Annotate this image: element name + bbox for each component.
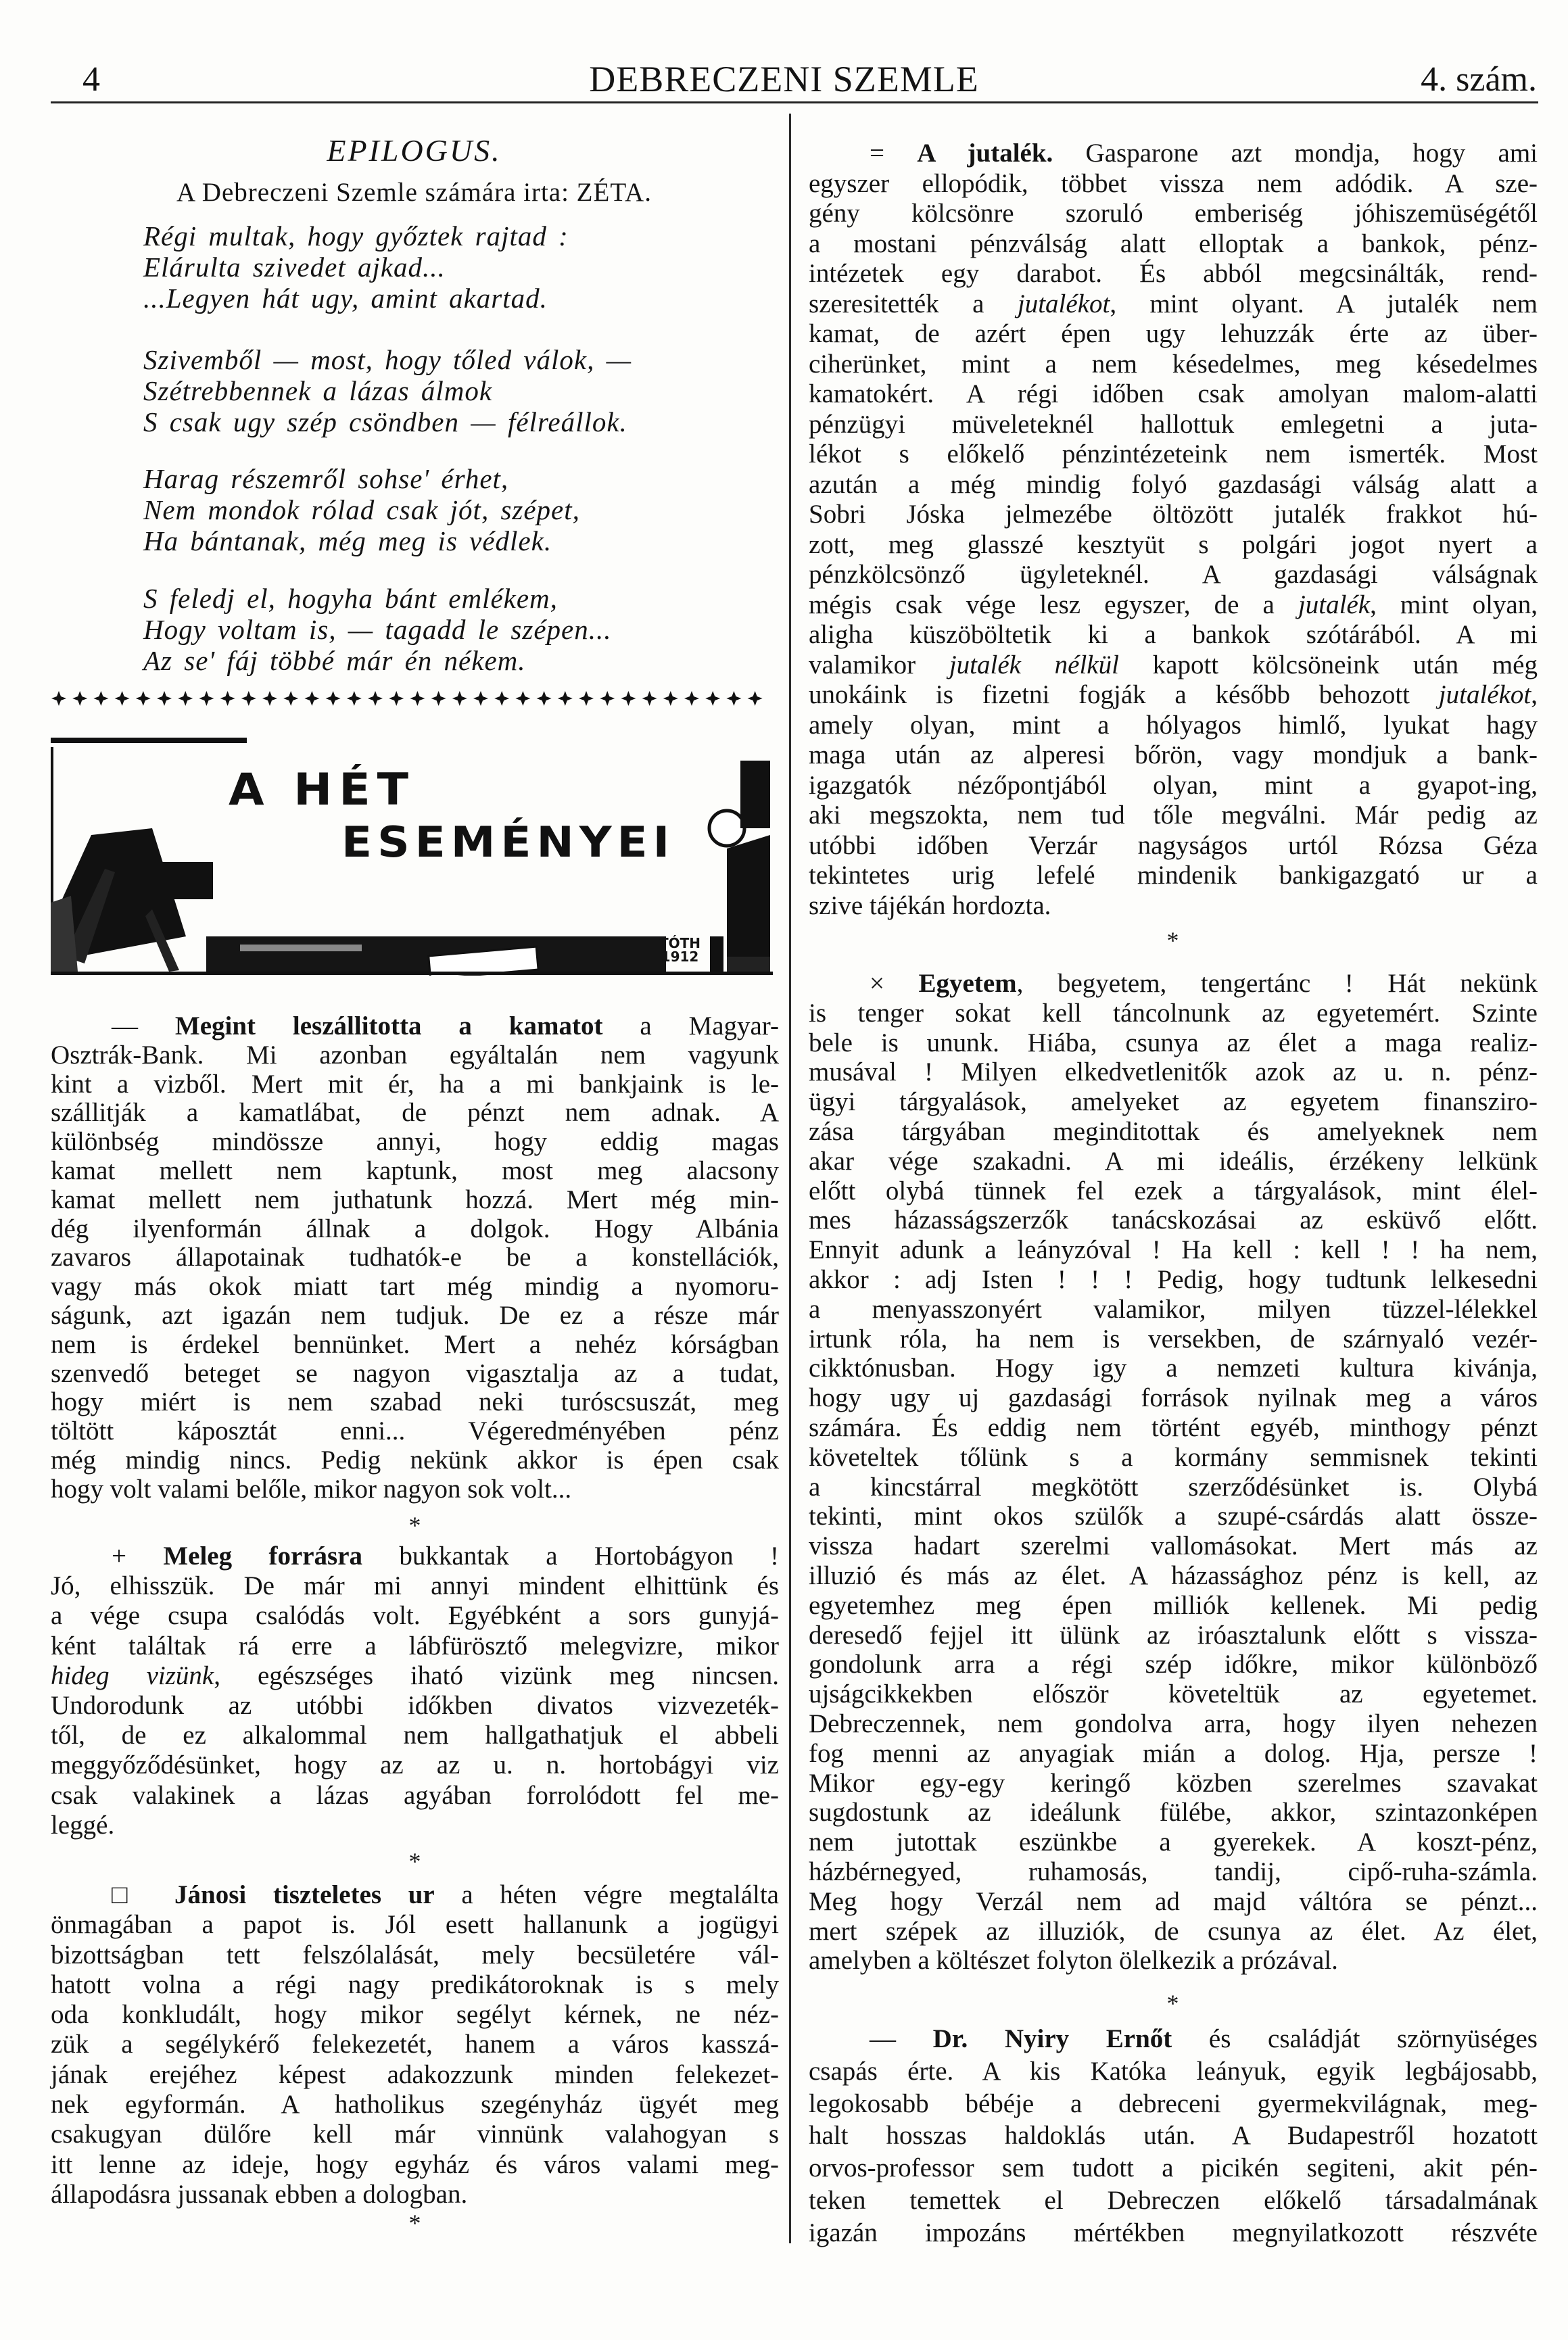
text-line: követeltek tőlünk s a kormány semmisnek tekinti xyxy=(809,1442,1538,1472)
text-line: lékot s előkelő pénzintézeteink nem ismerték. Most xyxy=(809,439,1538,469)
text-line: azután a még mindig folyó gazdasági válság alatt a xyxy=(809,469,1538,499)
italic-run: jutalék xyxy=(1298,590,1371,619)
text-line xyxy=(809,590,1538,621)
text-line: ságunk, azt igazán nem tudjuk. De ez a része már xyxy=(51,1300,779,1330)
poem-line: ...Legyen hát ugy, amint akartad. xyxy=(143,283,548,314)
text-line: itt lenne az ideje, hogy egyház és város valami meg- xyxy=(51,2149,779,2179)
ornament-star-icon xyxy=(431,691,446,706)
text-line: kamat, de azért épen ugy lehuzzák érte az über- xyxy=(809,319,1538,348)
ornament-star-icon xyxy=(579,691,594,706)
ornament-star-icon xyxy=(220,691,235,706)
poem-title: EPILOGUS. xyxy=(327,133,502,168)
ornament-star-icon xyxy=(748,691,763,706)
text-line: Ennyit adunk a leányzóval ! Ha kell : kell ! ! ha nem, xyxy=(809,1235,1538,1265)
text-line: hogy volt valami belőle, mikor nagyon sok volt... xyxy=(51,1474,572,1504)
ornament-star-icon xyxy=(515,691,530,706)
text-line: aligha küszöböltetik ki a bankok szótárából. A mi xyxy=(809,620,1538,649)
text-run: + xyxy=(112,1542,164,1571)
text-line: Sobri Jóska jelmezébe öltözött jutalék frakkot hú- xyxy=(809,500,1538,529)
ornament-star-icon xyxy=(304,691,319,706)
ornament-star-icon xyxy=(494,691,509,706)
poem-line: Harag részemről sohse' érhet, xyxy=(143,463,509,494)
article-headline: Megint leszállitotta a kamatot xyxy=(174,1011,603,1041)
ornament-star-icon xyxy=(178,691,193,706)
text-line: amelyben a költészet folyton ölelkezik a prózával. xyxy=(809,1946,1338,1976)
text-line: pénzügyi müveleteknél hallottuk emlegetni a juta- xyxy=(809,409,1538,439)
ornament-star-icon xyxy=(199,691,214,706)
banner-title-line1: A HÉT xyxy=(229,764,416,816)
text-line: intézetek egy darabot. És abból megcsinálták, rend- xyxy=(809,259,1538,288)
text-line: nek egyformán. A hatholikus szegényház ügyét meg xyxy=(51,2090,779,2120)
section-banner-illustration xyxy=(51,734,773,976)
photographer-figure-icon xyxy=(709,761,770,974)
text-line: szive tájékán hordozta. xyxy=(809,890,1051,920)
text-run: Gasparone azt mondja, hogy ami xyxy=(1053,139,1538,168)
text-line: szenvedő beteget se nagyon vigasztalja az a tudat, xyxy=(51,1358,779,1388)
text-line: irtunk róla, ha nem is versekben, de szárnyaló vezér- xyxy=(809,1324,1538,1354)
poem-line: Régi multak, hogy győztek rajtad : xyxy=(143,220,569,252)
text-line: ujságcikkekben először követeltük az egyetemet. xyxy=(809,1679,1538,1709)
header-rule xyxy=(51,101,1538,103)
text-line: Mikor egy-egy keringő közben szerelmes szavakat xyxy=(809,1768,1538,1798)
text-line: egyszer ellopódik, többet vissza nem adódik. A sze- xyxy=(809,168,1538,198)
text-run: , egészséges iható vizünk meg nincsen. xyxy=(214,1661,779,1690)
text-line: sugdostunk az ideálunk fülébe, akkor, szintazonképen xyxy=(809,1798,1538,1828)
text-line: illuzió és más az élet. A házassághoz pénz is kell, az xyxy=(809,1560,1538,1590)
text-line: akar vége szakadni. A mi ideális, érzékeny lelkünk xyxy=(809,1146,1538,1176)
text-run: a Magyar- xyxy=(602,1011,780,1041)
text-line: a menyasszonyért valamikor, milyen tüzzel-lélekkel xyxy=(809,1294,1538,1324)
poem-line: Elárulta szivedet ajkad... xyxy=(143,252,446,283)
italic-run: jutalékot xyxy=(1017,289,1110,318)
text-run: mégis csak vége lesz egyszer, de a xyxy=(809,590,1298,619)
text-line: pénzkölcsönző ügyleteknél. A gazdasági válságnak xyxy=(809,560,1538,589)
text-line: leggé. xyxy=(51,1810,115,1840)
poem-stanza xyxy=(143,344,752,437)
text-line: csapás érte. A kis Katóka leányuk, egyik legbájosabb, xyxy=(809,2056,1538,2086)
text-line: Jó, elhisszük. De már mi annyi mindent elhittünk és xyxy=(51,1571,779,1601)
text-line: egyetemhez meg épen milliók kellenek. Mi pedig xyxy=(809,1590,1538,1620)
text-run: és családját szörnyüséges xyxy=(1172,2024,1538,2053)
ornament-star-icon xyxy=(51,691,66,706)
text-line xyxy=(51,1012,779,1041)
text-line: utóbbi időben Verzár nagyságos urtól Rózsa Géza xyxy=(809,830,1538,860)
text-line: aki megszokta, nem tud tőle megválni. Már pedig az xyxy=(809,801,1538,830)
ornament-star-icon xyxy=(136,691,151,706)
article-egyetem xyxy=(809,969,1538,1976)
text-line: tekintetes urig lefelé mindenik bankigazgató ur a xyxy=(809,861,1538,890)
text-line: akkor : adj Isten ! ! ! Pedig, hogy tudtunk lelkesedni xyxy=(809,1264,1538,1294)
poem-byline: A Debreczeni Szemle számára irta: ZÉTA. xyxy=(176,178,652,207)
text-run: × xyxy=(870,969,919,998)
ornament-star-icon xyxy=(452,691,467,706)
ornament-divider xyxy=(51,688,774,709)
camera-icon xyxy=(51,828,213,972)
section-separator: * xyxy=(408,1848,421,1875)
text-line: töltött káposztát enni... Végeredményében pénz xyxy=(51,1416,779,1446)
text-line: Osztrák-Bank. Mi azonban egyáltalán nem vagyunk xyxy=(51,1040,779,1070)
text-line: a vége csupa csalódás volt. Egyébként a sors gunyjá- xyxy=(51,1601,779,1631)
poem-line: Az se' fáj többé már én nékem. xyxy=(143,645,526,676)
ornament-star-icon xyxy=(684,691,699,706)
text-line xyxy=(809,680,1538,711)
text-line xyxy=(809,289,1538,320)
text-line: csakugyan dülőre kell már vinnünk valahogyan s xyxy=(51,2120,779,2149)
text-line xyxy=(51,1880,779,1910)
ornament-star-icon xyxy=(326,691,341,706)
poem-line: Nem mondok rólad csak jót, szépet, xyxy=(143,494,580,525)
text-line: maga után az alperesi bőrön, vagy mondjuk a bank- xyxy=(809,740,1538,769)
article-headline: A jutalék. xyxy=(917,139,1053,168)
ornament-star-icon xyxy=(157,691,172,706)
poem-line: Hogy voltam is, — tagadd le szépen... xyxy=(143,614,612,645)
article-jutalek xyxy=(809,139,1538,921)
text-line: tekinti, mint okos szülők a szupé-csárdás alatt össze- xyxy=(809,1502,1538,1531)
text-line: csak valakinek a lázas agyában forrolódott fel me- xyxy=(51,1780,779,1810)
text-line: nem is érdekel bennünket. Mert a nehéz kórságban xyxy=(51,1329,779,1359)
text-line: dég ilyenformán állnak a dolgok. Hogy Albánia xyxy=(51,1214,779,1243)
banner-title-line2: ESEMÉNYEI xyxy=(341,817,675,867)
text-line: zott, meg glasszé kesztyüt s polgári jogot nyert a xyxy=(809,529,1538,559)
text-line: vagy más okok miatt tart még mindig a nyomoru- xyxy=(51,1272,779,1302)
article-nyiry xyxy=(809,2023,1538,2249)
article-headline: Jánosi tiszteletes ur xyxy=(174,1880,435,1909)
text-line xyxy=(809,139,1538,169)
text-run: unokáink is fizetni fogják a később behozott xyxy=(809,680,1439,709)
text-line: önmagában a papot is. Jól esett hallanunk a jogügyi xyxy=(51,1910,779,1940)
text-line: jának erejéhez képest adakozzunk minden felekezet- xyxy=(51,2059,779,2089)
text-line xyxy=(51,1542,779,1571)
text-line: kamatokért. A régi időben csak amolyan malom-alatti xyxy=(809,379,1538,408)
poem-line: Szivemből — most, hogy tőled válok, — xyxy=(143,344,632,375)
text-line: a kincstárral megkötött szerződésünket is. Olybá xyxy=(809,1472,1538,1502)
text-line: a mostani pénzválság alatt elloptak a bankok, pénz- xyxy=(809,229,1538,258)
article-headline: Dr. Nyiry Ernőt xyxy=(932,2024,1172,2053)
artist-year: 1912 xyxy=(661,949,699,965)
text-line: állapodásra jussanak ebben a dologban. xyxy=(51,2179,468,2209)
text-line: oda konkludált, hogy mikor segélyt kérnek, ne néz- xyxy=(51,2000,779,2030)
text-line: számára. És eddig nem történt egyéb, minthogy pénzt xyxy=(809,1412,1538,1442)
text-line: től, de ez alkalommal nem hallgathatjuk el abbeli xyxy=(51,1721,779,1750)
ornament-star-icon xyxy=(93,691,108,706)
text-line: hogy ugy uj gazdasági források nyilnak meg a város xyxy=(809,1383,1538,1413)
text-run: — xyxy=(112,1011,175,1041)
text-line: házbérnegyed, ruhamosás, tandij, cipő-ruha-számla. xyxy=(809,1857,1538,1886)
text-line: hogy miért is nem szabad neki turóscsuszát, meg xyxy=(51,1387,779,1417)
text-line: amely olyan, mint a hólyagos himlő, lyukat hagy xyxy=(809,710,1538,740)
text-line: gondolunk arra a régi szép időkre, mikor különböző xyxy=(809,1650,1538,1679)
text-run: valamikor xyxy=(809,650,949,679)
artist-name: TÓTH xyxy=(659,935,701,951)
text-line: ként találtak rá erre a lábfürösztő melegvizre, mikor xyxy=(51,1631,779,1661)
text-line xyxy=(51,1661,779,1691)
text-line: meggyőződésünket, hogy az az u. n. hortobágyi viz xyxy=(51,1750,779,1780)
text-run: kapott kölcsöneink után még xyxy=(1118,650,1538,679)
text-line: fog menni az anyagiak mián a dolog. Hja, persze ! xyxy=(809,1738,1538,1768)
ornament-star-icon xyxy=(115,691,130,706)
poem-line: S feledj el, hogyha bánt emlékem, xyxy=(143,583,558,614)
text-line: kamat mellett nem juthatunk hozzá. Mert még min- xyxy=(51,1185,779,1214)
text-line: deresedő fejjel itt ülünk az iróasztalunk előtt s vissza- xyxy=(809,1620,1538,1650)
text-line: mes házasságszerzők tanácskozásai az esküvő előtt. xyxy=(809,1205,1538,1235)
italic-run: hideg vizünk xyxy=(51,1661,214,1690)
text-line: szállitják a kamatlábat, de pénzt nem adnak. A xyxy=(51,1098,779,1128)
text-line xyxy=(809,969,1538,999)
article-headline: Meleg forrásra xyxy=(163,1542,363,1571)
text-line: zük a segélykérő felekezetét, hanem a város kasszá- xyxy=(51,2030,779,2059)
text-line: Meg hogy Verzál nem ad majd váltóra se pénzt... xyxy=(809,1886,1538,1916)
ornament-star-icon xyxy=(726,691,741,706)
poem-line: Ha bántanak, még meg is védlek. xyxy=(143,525,552,556)
page-number: 4 xyxy=(82,60,100,99)
ornament-star-icon xyxy=(473,691,488,706)
ornament-star-icon xyxy=(283,691,298,706)
italic-run: jutalékot xyxy=(1438,680,1531,709)
text-run: , mint olyant. A jutalék nem xyxy=(1110,289,1538,318)
article-megint xyxy=(51,1012,779,1504)
text-line: bele is ununk. Hiába, csunya az élet a maga realiz- xyxy=(809,1028,1538,1057)
text-line: nem jutottak eszünkbe a gyerekek. A koszt-pénz, xyxy=(809,1828,1538,1857)
text-run: bukkantak a Hortobágyon ! xyxy=(362,1542,779,1571)
text-run: — xyxy=(870,2024,933,2053)
text-line: Undorodunk az utóbbi időkben divatos vizvezeték- xyxy=(51,1691,779,1721)
text-line: kint a vizből. Mert mit ér, ha a mi bankjaink is le- xyxy=(51,1069,779,1099)
text-line: teken temettek el Debreczen előkelő társadalmának xyxy=(809,2185,1538,2215)
section-separator: * xyxy=(1166,1990,1179,2017)
ornament-star-icon xyxy=(621,691,636,706)
section-separator: * xyxy=(408,1512,421,1539)
text-line: cikktónusban. Hogy igy a nemzeti kultura kivánja, xyxy=(809,1354,1538,1383)
poem-stanza xyxy=(143,220,752,314)
text-line: mert szépek az illuziók, de csunya az élet. Az élet, xyxy=(809,1916,1538,1946)
text-line: halt hosszas haldoklás után. A Budapestről hozatott xyxy=(809,2121,1538,2151)
ornament-star-icon xyxy=(241,691,256,706)
poem-line: S csak ugy szép csöndben — félreállok. xyxy=(143,406,627,437)
text-line: orvos-professor sem tudott a picikén segiteni, akit pén- xyxy=(809,2153,1538,2183)
text-line: vissza hadart szerelmi vallomásokat. Mert más az xyxy=(809,1531,1538,1561)
text-line: különbség mindössze annyi, hogy eddig magas xyxy=(51,1127,779,1157)
ornament-star-icon xyxy=(347,691,362,706)
ornament-star-icon xyxy=(537,691,552,706)
text-run: szeresitették a xyxy=(809,289,1018,318)
newspaper-title: DEBRECZENI SZEMLE xyxy=(589,59,979,99)
text-line: előtt olybá tünnek fel ezek a tárgyalások, mint élel- xyxy=(809,1176,1538,1205)
ornament-star-icon xyxy=(368,691,383,706)
ornament-star-icon xyxy=(410,691,425,706)
text-line: legokosabb bébéje a debreceni gyermekvilágnak, meg- xyxy=(809,2088,1538,2118)
text-run: a héten végre megtalálta xyxy=(434,1880,779,1909)
text-line: ügyi tárgyalások, amelyeket az egyetem finansziro- xyxy=(809,1087,1538,1117)
section-separator: * xyxy=(1166,927,1179,954)
text-run: = xyxy=(870,139,918,168)
banner-top-rule xyxy=(51,738,247,743)
text-line: még mindig nincs. Pedig nekünk akkor is épen csak xyxy=(51,1445,779,1475)
text-run: , xyxy=(1531,680,1538,709)
ornament-star-icon xyxy=(558,691,573,706)
ornament-star-icon xyxy=(262,691,277,706)
text-line: zása tárgyában meginditottak és amelyeknek nem xyxy=(809,1116,1538,1146)
text-line xyxy=(809,650,1538,681)
text-line: kamat mellett nem kaptunk, most meg alacsony xyxy=(51,1155,779,1185)
poem-line: Szétrebbennek a lázas álmok xyxy=(143,375,493,406)
poem-stanza xyxy=(143,583,752,676)
ornament-star-icon xyxy=(389,691,404,706)
text-line: igazán impozáns mértékben megnyilatkozott részvéte xyxy=(809,2218,1538,2247)
text-run: , mint olyan, xyxy=(1370,590,1538,619)
artist-signature xyxy=(659,936,700,963)
text-line: Debreczennek, nem gondolva arra, hogy ilyen nehezen xyxy=(809,1709,1538,1738)
italic-run: jutalék nélkül xyxy=(949,650,1119,679)
ornament-star-icon xyxy=(72,691,87,706)
ornament-star-icon xyxy=(705,691,720,706)
ornament-star-icon xyxy=(642,691,657,706)
text-line: bizottságban tett felszólalását, mely becsületére vál- xyxy=(51,1940,779,1969)
text-line: ciherünket, mint a nem késedelmes, meg késedelmes xyxy=(809,349,1538,379)
text-line: hatott volna a régi nagy predikátoroknak is s mely xyxy=(51,1969,779,1999)
text-run: , begyetem, tengertánc ! Hát nekünk xyxy=(1016,969,1538,998)
text-line: gény kölcsönre szoruló emberiség jóhiszemüségétől xyxy=(809,199,1538,228)
column-divider xyxy=(789,114,791,2243)
text-line xyxy=(809,2023,1538,2055)
issue-number: 4. szám. xyxy=(1421,60,1537,99)
text-line: is tenger sokat kell táncolnunk az egyetemért. Szinte xyxy=(809,998,1538,1028)
ornament-star-icon xyxy=(600,691,615,706)
text-line: zavaros állapotainak tudhatók-e be a konstellációk, xyxy=(51,1243,779,1272)
article-meleg xyxy=(51,1542,779,1840)
ornament-star-icon xyxy=(663,691,678,706)
article-janosi xyxy=(51,1880,779,2210)
text-line: musával ! Milyen elkedvetlenitők azok az u. n. pénz- xyxy=(809,1057,1538,1087)
section-separator: * xyxy=(408,2210,421,2237)
text-line: igazgatók nézőpontjából olyan, mint a gyapot-ing, xyxy=(809,770,1538,800)
books-bar xyxy=(206,936,666,976)
article-headline: Egyetem xyxy=(918,969,1017,998)
poem-stanza xyxy=(143,463,752,556)
text-run: □ xyxy=(112,1880,175,1909)
